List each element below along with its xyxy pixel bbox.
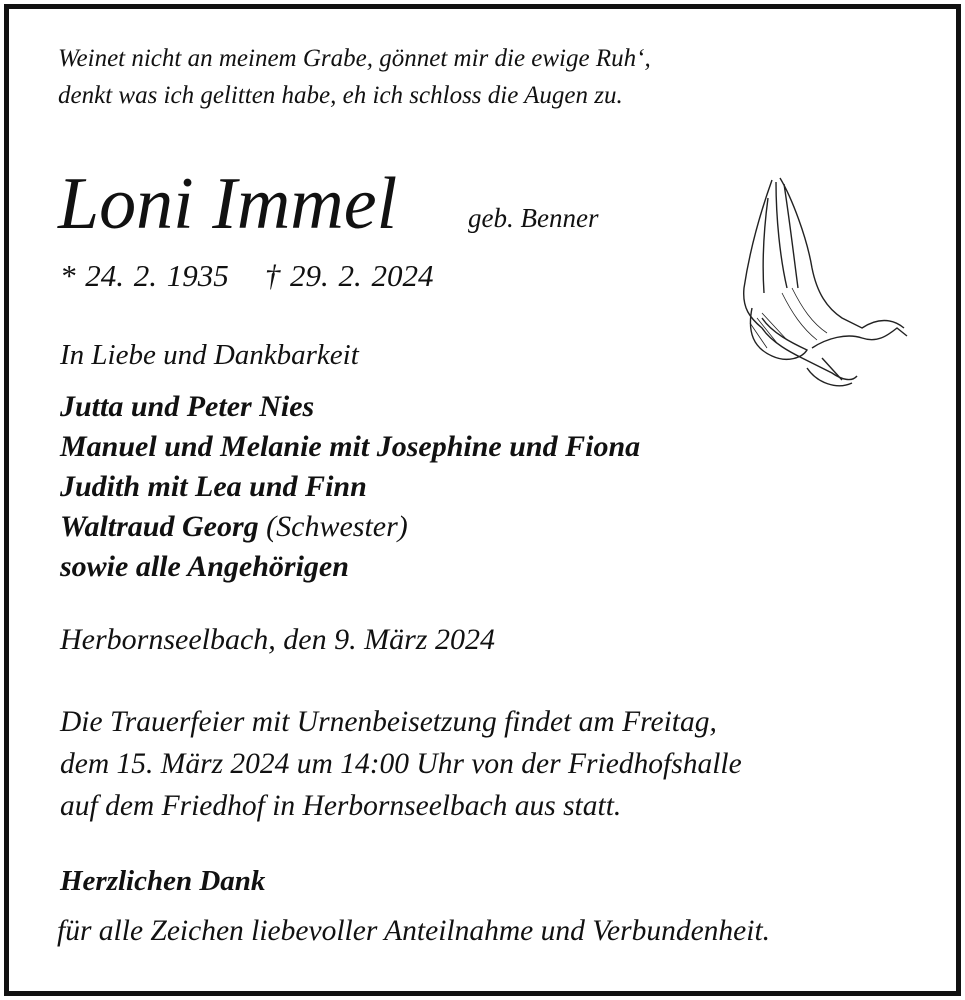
birth-date: * 24. 2. 1935: [60, 258, 229, 293]
motto-line: Weinet nicht an meinem Grabe, gönnet mir die ewige Ruh‘,: [58, 45, 651, 72]
death-date: † 29. 2. 2024: [264, 258, 434, 293]
deceased-name: Loni Immel: [58, 163, 398, 245]
praying-hands-icon: [732, 168, 912, 393]
mourner-relation: (Schwester): [266, 510, 408, 543]
funeral-info: [60, 701, 742, 827]
place-date: Herbornseelbach, den 9. März 2024: [60, 623, 495, 656]
motto-line: denkt was ich gelitten habe, eh ich schloss die Augen zu.: [58, 82, 623, 109]
mourner: Waltraud Georg (Schwester): [60, 510, 408, 543]
mourner: Jutta und Peter Nies: [60, 390, 315, 423]
mourners-list: [60, 387, 640, 587]
life-dates: [60, 258, 434, 294]
maiden-name: geb. Benner: [468, 203, 599, 233]
intro-text: In Liebe und Dankbarkeit: [60, 339, 359, 371]
funeral-info-line: Die Trauerfeier mit Urnenbeisetzung findet am Freitag,: [60, 706, 717, 738]
funeral-info-line: dem 15. März 2024 um 14:00 Uhr von der Friedhofshalle: [60, 748, 742, 780]
thanks-heading: Herzlichen Dank: [60, 865, 266, 897]
mourner: Manuel und Melanie mit Josephine und Fiona: [60, 430, 641, 463]
motto-verse: [58, 40, 651, 114]
mourner: sowie alle Angehörigen: [60, 550, 349, 583]
funeral-info-line: auf dem Friedhof in Herbornseelbach aus statt.: [60, 790, 622, 822]
mourner: Judith mit Lea und Finn: [60, 470, 367, 503]
thanks-text: für alle Zeichen liebevoller Anteilnahme und Verbundenheit.: [57, 915, 771, 947]
